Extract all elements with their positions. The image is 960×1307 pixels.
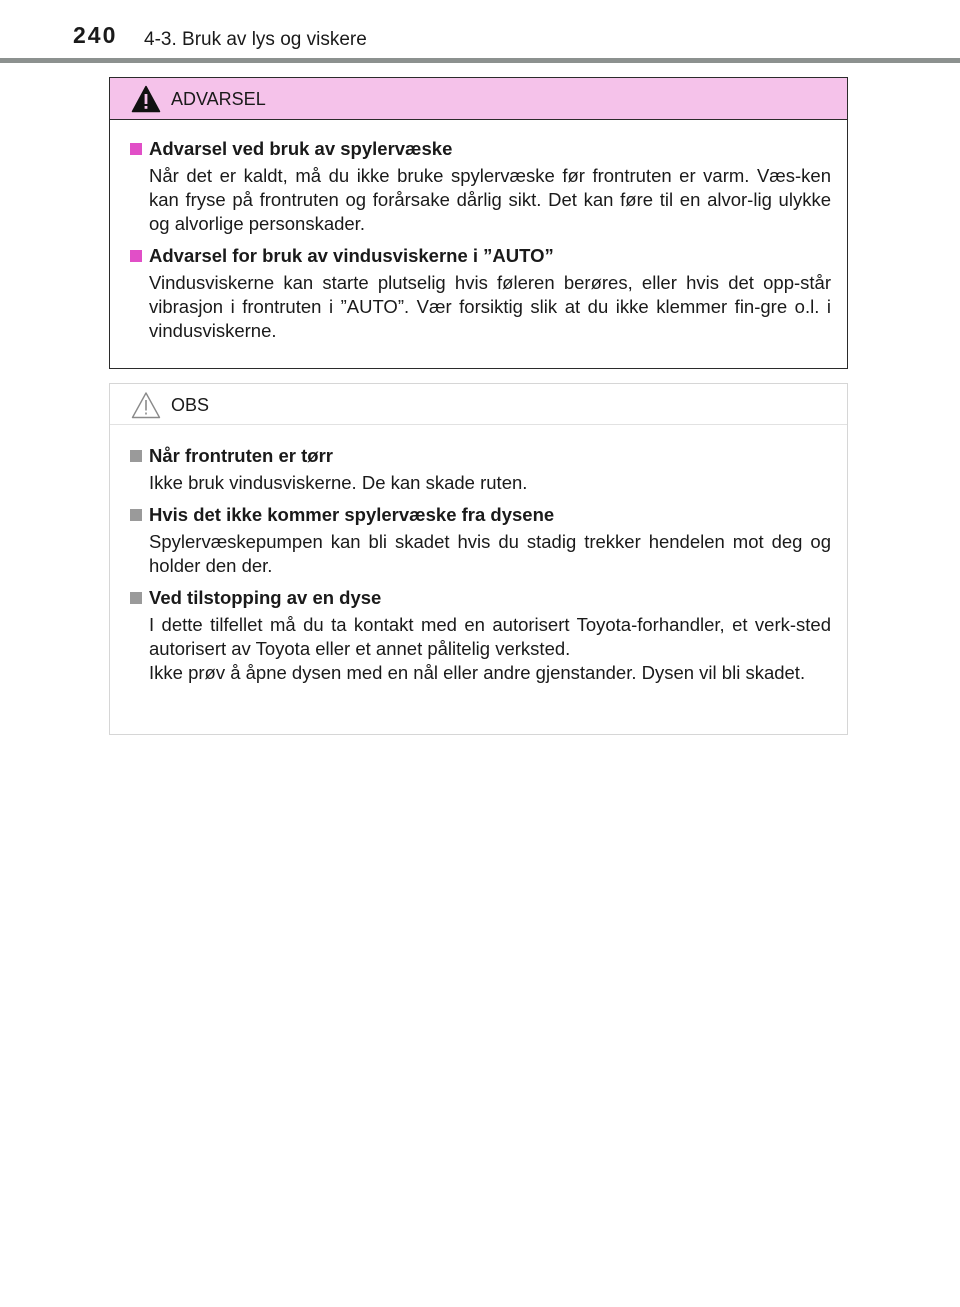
notice-box-header <box>110 384 847 425</box>
notice-box-body <box>110 425 847 685</box>
notice-box <box>109 383 848 735</box>
warning-item-text: Når det er kaldt, må du ikke bruke spylervæske før frontruten er varm. Væs-ken kan fryse på frontruten og forårsake dårlig sikt. Det kan føre til en alvor-lig ulykke og alvorlige personskader. <box>149 165 831 234</box>
warning-item-title <box>130 244 831 268</box>
warning-item-title-text: Advarsel ved bruk av spylervæske <box>149 138 453 159</box>
notice-item-text: Spylervæskepumpen kan bli skadet hvis du stadig trekker hendelen mot deg og holder den der. <box>149 531 831 576</box>
warning-item <box>130 244 831 343</box>
warning-item-text: Vindusviskerne kan starte plutselig hvis føleren berøres, eller hvis det opp-står vibrasjon i frontruten i ”AUTO”. Vær forsiktig slik at du ikke klemmer fin-gre o.l. i vindusviskerne. <box>149 272 831 341</box>
warning-box <box>109 77 848 369</box>
notice-item-title <box>130 586 831 610</box>
warning-box-body <box>110 120 847 343</box>
warning-triangle-icon <box>131 85 161 113</box>
notice-label: OBS <box>171 395 210 415</box>
warning-label: ADVARSEL <box>171 89 266 109</box>
page-number: 240 <box>73 22 118 48</box>
square-bullet-icon <box>130 250 142 262</box>
notice-item <box>130 586 831 685</box>
caution-triangle-outline-icon <box>131 391 161 419</box>
notice-item <box>130 444 831 495</box>
warning-box-header <box>110 78 847 120</box>
warning-item-title-text: Advarsel for bruk av vindusviskerne i ”AUTO” <box>149 245 554 266</box>
notice-item-title <box>130 444 831 468</box>
header-divider <box>0 58 960 63</box>
notice-item <box>130 503 831 578</box>
square-bullet-icon <box>130 450 142 462</box>
notice-item-title-text: Når frontruten er tørr <box>149 445 333 466</box>
notice-item-title <box>130 503 831 527</box>
warning-item-title <box>130 137 831 161</box>
notice-item-text: Ikke bruk vindusviskerne. De kan skade ruten. <box>149 472 528 493</box>
notice-item-text: I dette tilfellet må du ta kontakt med en autorisert Toyota-forhandler, et verk-sted autorisert av Toyota eller et annet pålitelig verksted. Ikke prøv å åpne dysen med en nål eller andre gjenstander. Dysen vil bli skadet. <box>149 614 831 683</box>
square-bullet-icon <box>130 509 142 521</box>
notice-item-title-text: Hvis det ikke kommer spylervæske fra dysene <box>149 504 555 525</box>
square-bullet-icon <box>130 592 142 604</box>
square-bullet-icon <box>130 143 142 155</box>
notice-item-title-text: Ved tilstopping av en dyse <box>149 587 382 608</box>
warning-item <box>130 137 831 236</box>
section-title: 4-3. Bruk av lys og viskere <box>144 29 367 50</box>
